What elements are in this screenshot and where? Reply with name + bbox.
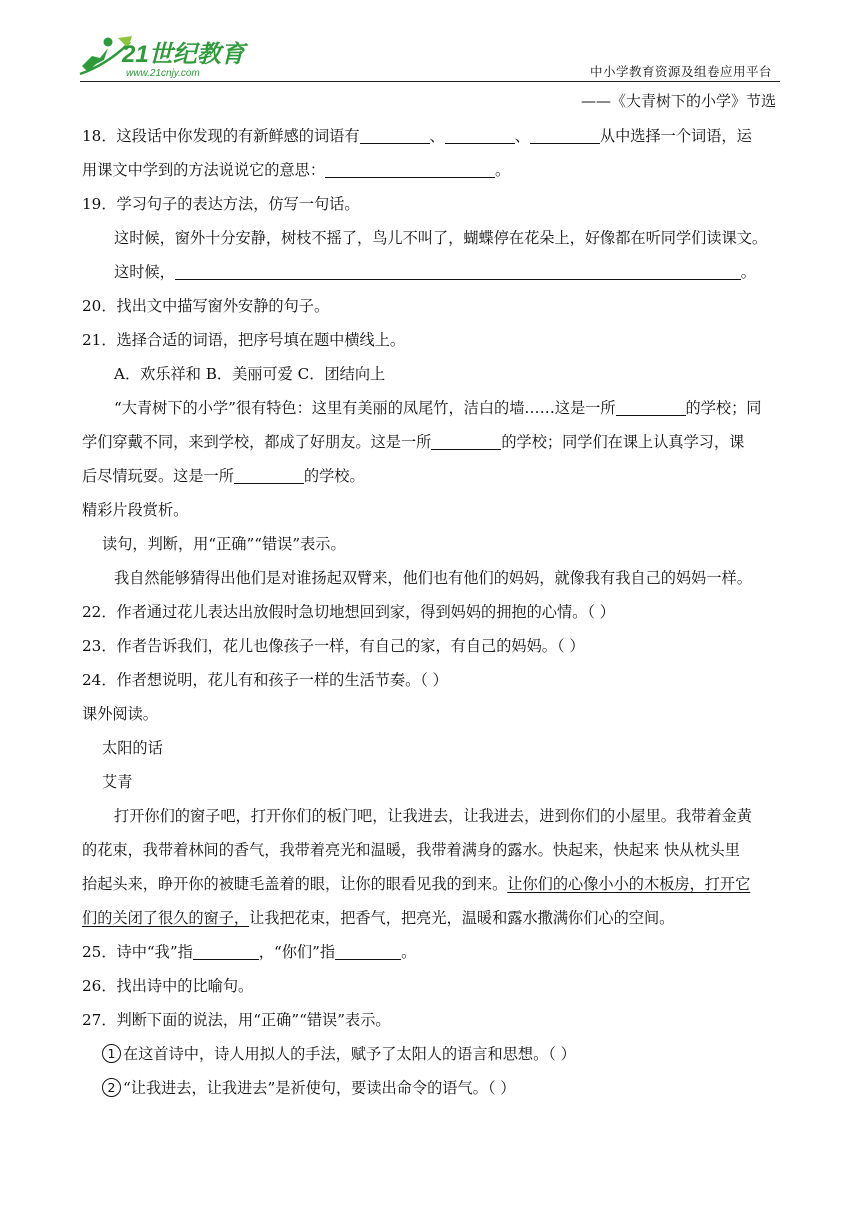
q25-blank-2[interactable] <box>335 941 401 960</box>
q21-paragraph-line-3 <box>82 459 782 493</box>
question-26: 26．找出诗中的比喻句。 <box>82 977 254 995</box>
q21-text: 的学校；同学们在课上认真学习，课 <box>501 433 745 451</box>
circled-number-2: 2 <box>102 1078 121 1097</box>
question-25 <box>82 935 782 969</box>
question-19: 19．学习句子的表达方法，仿写一句话。 <box>82 195 360 213</box>
logo-21cnjy <box>78 34 258 80</box>
question-21: 21．选择合适的词语，把序号填在题中横线上。 <box>82 331 406 349</box>
q18-blank-1[interactable] <box>360 125 430 144</box>
q21-options: A．欢乐祥和 B．美丽可爱 C．团结向上 <box>114 365 386 383</box>
circled-number-1: 1 <box>102 1044 121 1063</box>
q18-separator: 、 <box>429 127 445 145</box>
q18-blank-2[interactable] <box>445 125 515 144</box>
page-header <box>0 0 860 110</box>
q27-statement-1: 在这首诗中，诗人用拟人的手法，赋予了太阳人的语言和思想。（ ） <box>123 1045 576 1063</box>
q27-item-1 <box>82 1037 782 1071</box>
question-22: 22．作者通过花儿表达出放假时急切地想回到家，得到妈妈的拥抱的心情。（ ） <box>82 603 615 621</box>
q19-prompt: 这时候， <box>114 263 175 281</box>
q21-text: 的学校；同 <box>685 399 762 417</box>
question-27: 27．判断下面的说法，用“正确”“错误”表示。 <box>82 1011 391 1029</box>
q25-blank-1[interactable] <box>193 941 259 960</box>
q25-end: 。 <box>401 943 417 961</box>
q18-text-2: 从中选择一个词语，运 <box>599 127 752 145</box>
q19-example: 这时候，窗外十分安静，树枝不摇了，鸟儿不叫了，蝴蝶停在花朵上，好像都在听同学们读课文。 <box>114 229 768 247</box>
q19-blank[interactable] <box>175 261 741 280</box>
svg-text:www.21cnjy.com: www.21cnjy.com <box>126 68 200 79</box>
q18-text: 18．这段话中你发现的有新鲜感的词语有 <box>82 127 360 145</box>
worksheet-body <box>82 119 782 1105</box>
poem-line <box>82 901 782 935</box>
q25-text: 25．诗中“我”指 <box>82 943 193 961</box>
q21-blank-1[interactable] <box>616 397 686 416</box>
question-23: 23．作者告诉我们，花儿也像孩子一样，有自己的家，有自己的妈妈。（ ） <box>82 637 585 655</box>
q21-blank-2[interactable] <box>431 431 501 450</box>
q21-paragraph-line-1 <box>82 391 782 425</box>
poem-text: 抬起头来，睁开你的被睫毛盖着的眼，让你的眼看见我的到来。 <box>82 875 508 893</box>
poem-author: 艾青 <box>102 773 133 791</box>
q18-text-3: 用课文中学到的方法说说它的意思： <box>82 161 325 179</box>
header-divider <box>80 81 780 82</box>
q21-text: 学们穿戴不同，来到学校，都成了好朋友。这是一所 <box>82 433 432 451</box>
q21-paragraph-line-2 <box>82 425 782 459</box>
q18-end: 。 <box>495 161 511 179</box>
svg-text:21世纪教育: 21世纪教育 <box>122 41 245 68</box>
platform-title: 中小学教育资源及组卷应用平台 <box>589 65 772 79</box>
q19-answer-line <box>82 255 782 289</box>
judge-instruction: 读句，判断，用“正确”“错误”表示。 <box>102 535 346 553</box>
question-18-cont <box>82 153 782 187</box>
q21-text: 后尽情玩耍。这是一所 <box>82 467 234 485</box>
q25-text: ，“你们”指 <box>258 943 336 961</box>
poem-text: 让我把花束，把香气，把亮光，温暖和露水撒满你们心的空间。 <box>249 909 675 927</box>
q18-blank-4[interactable] <box>325 159 495 178</box>
q27-statement-2: “让我进去，让我进去”是祈使句，要读出命令的语气。（ ） <box>123 1079 516 1097</box>
q21-text: “大青树下的小学”很有特色：这里有美丽的凤尾竹，洁白的墙……这是一所 <box>114 399 616 417</box>
q18-blank-3[interactable] <box>530 125 600 144</box>
poem-underlined-text: 让你们的心像小小的木板房，打开它 <box>507 875 751 893</box>
q18-separator: 、 <box>514 127 530 145</box>
q27-item-2 <box>82 1071 782 1105</box>
poem-underlined-text: 们的关闭了很久的窗子， <box>82 909 250 927</box>
question-20: 20．找出文中描写窗外安静的句子。 <box>82 297 330 315</box>
q21-text: 的学校。 <box>303 467 365 485</box>
question-24: 24．作者想说明，花儿有和孩子一样的生活节奏。（ ） <box>82 671 448 689</box>
section-heading: 课外阅读。 <box>82 705 158 723</box>
poem-line: 打开你们的窗子吧，打开你们的板门吧，让我进去，让我进去，进到你们的小屋里。我带着金黄 <box>114 807 752 825</box>
q21-blank-3[interactable] <box>234 465 304 484</box>
poem-line <box>82 867 782 901</box>
question-18 <box>82 119 782 153</box>
section-heading: 精彩片段赏析。 <box>82 501 189 519</box>
q19-end: 。 <box>740 263 756 281</box>
passage-sentence: 我自然能够猜得出他们是对谁扬起双臂来，他们也有他们的妈妈，就像我有我自己的妈妈一样。 <box>114 569 752 587</box>
poem-line: 的花束，我带着林间的香气，我带着亮光和温暖，我带着满身的露水。快起来，快起来 快从枕头里 <box>82 841 740 859</box>
poem-title: 太阳的话 <box>102 739 163 757</box>
source-note: ——《大青树下的小学》节选 <box>580 92 776 110</box>
